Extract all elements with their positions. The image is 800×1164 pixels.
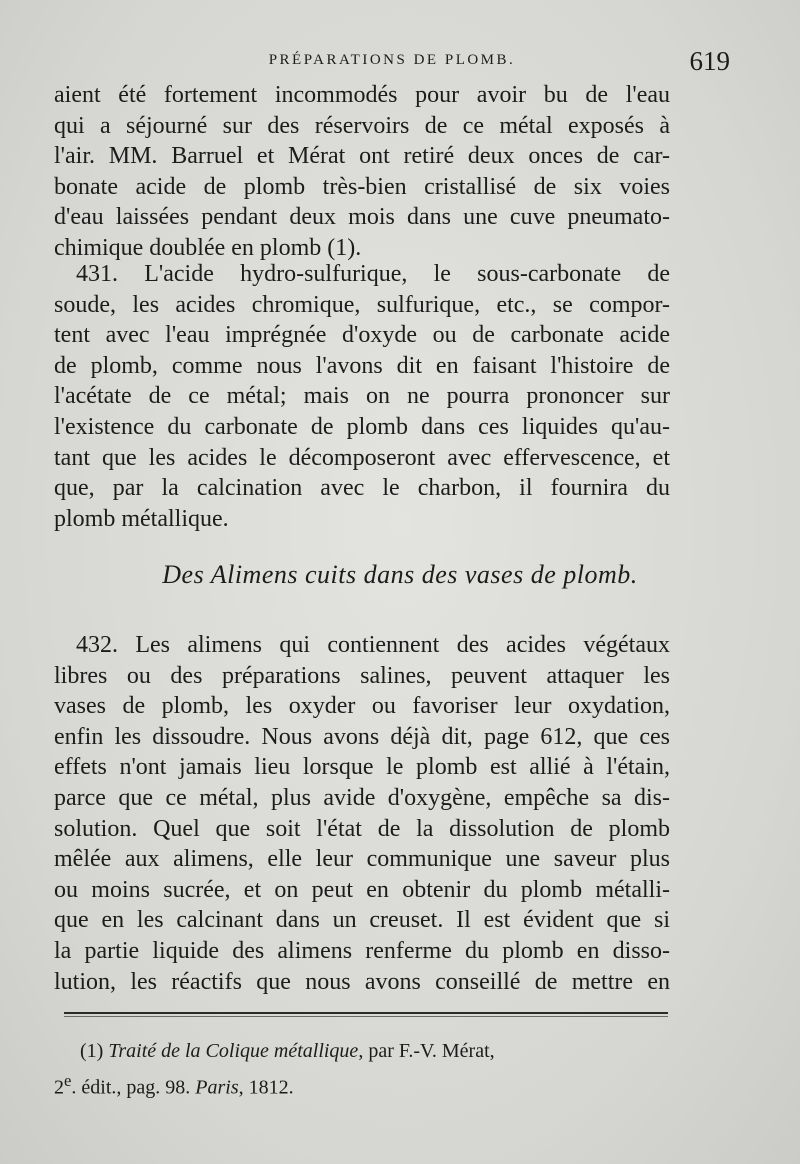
text-line: solution. Quel que soit l'état de la dissolution de plomb: [54, 815, 670, 842]
footnote-year: , 1812.: [238, 1076, 294, 1099]
footnote-line-1: [54, 1036, 670, 1066]
text-line: la partie liquide des alimens renferme du plomb en disso-: [54, 937, 670, 964]
paragraph-431: [54, 259, 670, 534]
footnote-edition: 2: [54, 1076, 64, 1099]
text-line: aient été fortement incommodés pour avoir bu de l'eau: [54, 82, 670, 108]
footnote-city: Paris: [195, 1076, 239, 1099]
text-line: chimique doublée en plomb (1).: [54, 234, 362, 261]
footnote-rule: [64, 1012, 668, 1014]
footnote-author: , par F.-V. Mérat,: [358, 1040, 495, 1062]
footnote-edition-sup: e: [64, 1071, 72, 1090]
text-line: l'acétate de ce métal; mais on ne pourra prononcer sur: [54, 383, 670, 410]
text-line: qui a séjourné sur des réservoirs de ce métal exposés à: [54, 112, 670, 139]
text-line: effets n'ont jamais lieu lorsque le plomb est allié à l'étain,: [54, 754, 670, 781]
footnote: [54, 1036, 670, 1103]
text-line: l'existence du carbonate de plomb dans ces liquides qu'au-: [54, 413, 670, 440]
paragraph-432: [54, 630, 670, 997]
footnote-rule-thin: [64, 1016, 668, 1017]
text-line: bonate acide de plomb très-bien cristallisé de six voies: [54, 173, 670, 200]
footnote-line-2: [54, 1066, 670, 1103]
footnote-marker: (1): [80, 1040, 104, 1062]
text-line: libres ou des préparations salines, peuvent attaquer les: [54, 662, 670, 689]
text-line: tant que les acides le décomposeront avec effervescence, et: [54, 444, 670, 471]
text-line: enfin les dissoudre. Nous avons déjà dit, page 612, que ces: [54, 723, 670, 750]
running-head: PRÉPARATIONS DE PLOMB.: [268, 52, 516, 68]
text-line: vases de plomb, les oxyder ou favoriser leur oxydation,: [54, 693, 670, 720]
text-line: lution, les réactifs que nous avons conseillé de mettre en: [54, 968, 670, 995]
text-line: 431. L'acide hydro-sulfurique, le sous-carbonate de: [76, 261, 670, 287]
text-line: plomb métallique.: [54, 505, 229, 532]
text-line: d'eau laissées pendant deux mois dans une cuve pneumato-: [54, 204, 670, 231]
text-line: l'air. MM. Barruel et Mérat ont retiré deux onces de car-: [54, 143, 670, 170]
text-line: soude, les acides chromique, sulfurique, etc., se compor-: [54, 291, 670, 318]
footnote-pages: . édit., pag. 98.: [71, 1076, 196, 1099]
text-line: que, par la calcination avec le charbon, il fournira du: [54, 475, 670, 502]
text-line: 432. Les alimens qui contiennent des acides végétaux: [76, 632, 670, 658]
text-line: parce que ce métal, plus avide d'oxygène, empêche sa dis-: [54, 784, 670, 811]
text-line: ou moins sucrée, et on peut en obtenir du plomb métalli-: [54, 876, 670, 903]
text-line: tent avec l'eau imprégnée d'oxyde ou de carbonate acide: [54, 322, 670, 349]
page-number: 619: [689, 46, 730, 76]
paragraph-continued: [54, 80, 670, 264]
text-line: que en les calcinant dans un creuset. Il est évident que si: [54, 907, 670, 934]
text-line: de plomb, comme nous l'avons dit en faisant l'histoire de: [54, 352, 670, 379]
footnote-book-title: Traité de la Colique métallique: [108, 1040, 359, 1062]
text-line: mêlée aux alimens, elle leur communique une saveur plus: [54, 846, 670, 873]
section-heading: Des Alimens cuits dans des vases de plomb.: [162, 560, 638, 589]
